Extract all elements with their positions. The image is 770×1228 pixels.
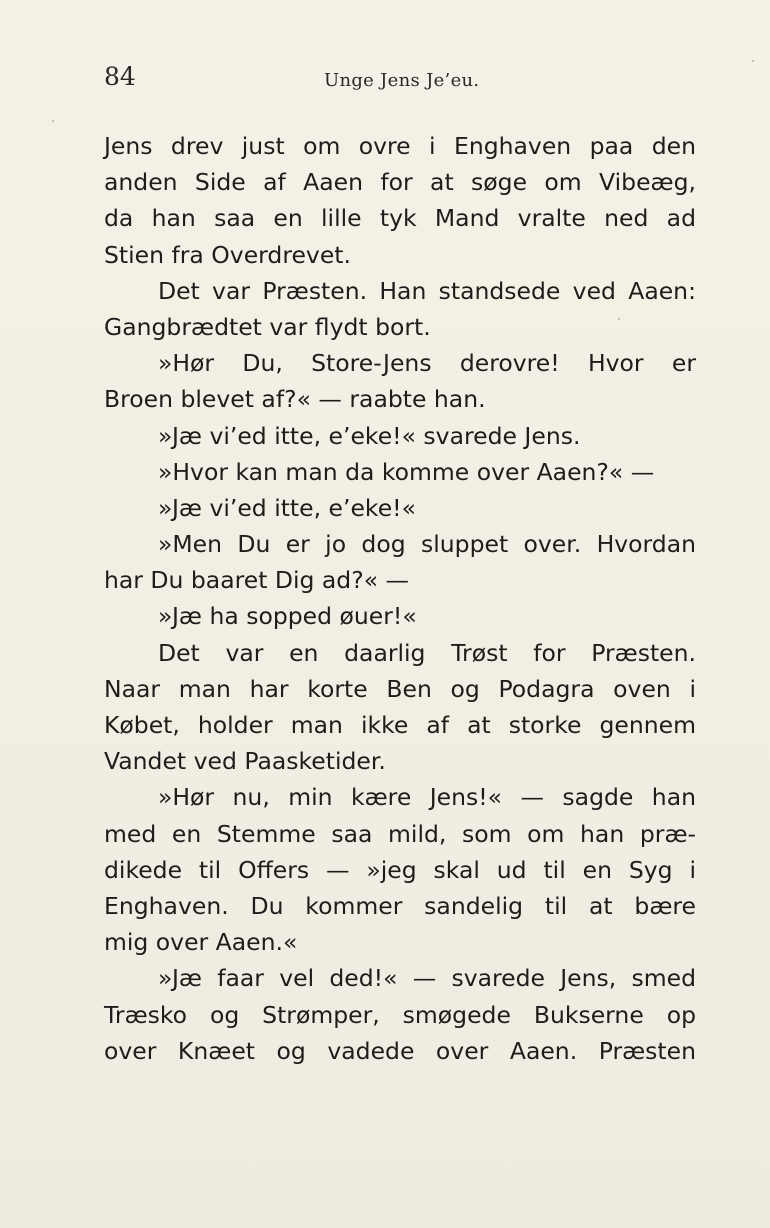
text-line: har Du baaret Dig ad?« — bbox=[104, 566, 410, 595]
text-line: Det var en daarlig Trøst for Præsten. bbox=[158, 638, 696, 667]
text-line: »Hør Du, Store-Jens derovre! Hvor er bbox=[158, 349, 696, 378]
text-line: »Hør nu, min kære Jens!« — sagde han bbox=[158, 783, 696, 812]
text-line: da han saa en lille tyk Mand vralte ned ad bbox=[104, 204, 696, 233]
text-line: Træsko og Strømper, smøgede Bukserne op bbox=[104, 1000, 696, 1029]
paper-speck bbox=[752, 60, 754, 62]
text-line: anden Side af Aaen for at søge om Vibeæg, bbox=[104, 168, 696, 197]
text-line: mig over Aaen.« bbox=[104, 928, 298, 957]
page-number: 84 bbox=[104, 62, 136, 91]
text-line: Enghaven. Du kommer sandelig til at bære bbox=[104, 891, 696, 920]
text-line: over Knæet og vadede over Aaen. Præsten bbox=[104, 1036, 696, 1065]
text-line: Stien fra Overdrevet. bbox=[104, 240, 351, 269]
paper-speck bbox=[52, 120, 54, 122]
text-line: Jens drev just om ovre i Enghaven paa den bbox=[104, 132, 696, 160]
text-line: Købet, holder man ikke af at storke gennem bbox=[104, 711, 696, 739]
text-line: dikede til Offers — »jeg skal ud til en Syg i bbox=[104, 855, 696, 884]
text-line: med en Stemme saa mild, som om han præ- bbox=[104, 819, 696, 848]
text-line: Det var Præsten. Han standsede ved Aaen: bbox=[158, 276, 696, 305]
text-line: »Hvor kan man da komme over Aaen?« — bbox=[158, 457, 655, 486]
text-line: »Jæ vi’ed itte, e’eke!« bbox=[158, 493, 416, 522]
text-line: Gangbrædtet var flydt bort. bbox=[104, 312, 431, 341]
text-line: »Jæ ha sopped øuer!« bbox=[158, 602, 417, 631]
text-line: Naar man har korte Ben og Podagra oven i bbox=[104, 674, 696, 703]
body-text bbox=[104, 128, 696, 1069]
page-header bbox=[104, 62, 696, 102]
text-line: »Jæ vi’ed itte, e’eke!« svarede Jens. bbox=[158, 421, 581, 450]
text-line: Broen blevet af?« — raabte han. bbox=[104, 385, 486, 414]
running-title: Unge Jens Je’eu. bbox=[324, 70, 480, 91]
text-line: »Jæ faar vel ded!« — svarede Jens, smed bbox=[158, 964, 696, 993]
text-line: »Men Du er jo dog sluppet over. Hvordan bbox=[158, 530, 696, 559]
text-line: Vandet ved Paasketider. bbox=[104, 747, 386, 776]
